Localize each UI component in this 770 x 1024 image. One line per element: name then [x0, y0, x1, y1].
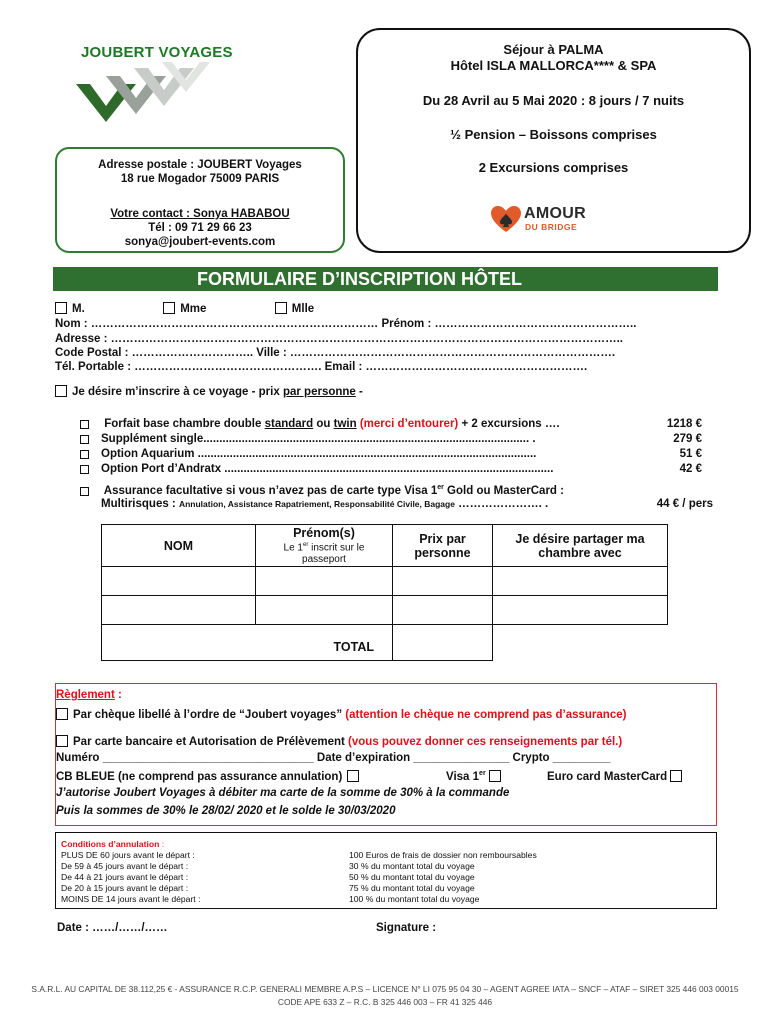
legal-footer	[0, 983, 770, 1009]
option-andratx: Option Port d’Andratx .......................................................................................................	[80, 463, 553, 475]
form-title: FORMULAIRE D’INSCRIPTION HÔTEL	[53, 267, 718, 291]
table-row	[102, 596, 668, 625]
footer-line1: S.A.R.L. AU CAPITAL DE 38.112,25 € - ASSURANCE R.C.P. GENERALI MEMBRE A.P.S – LICENCE N° LI 075 95 04 30 – AGENT AGREE IATA – SNCF – ATAF – SIRET 325 446 003 00015	[31, 984, 739, 994]
amour-text: AMOUR	[524, 205, 586, 222]
list-item: MOINS DE 14 jours avant le départ :	[61, 894, 201, 904]
contact-name: Votre contact : Sonya HABABOU	[110, 208, 290, 220]
amour-du-bridge-logo	[491, 204, 621, 236]
table-row	[102, 567, 668, 596]
trip-info-box	[356, 28, 751, 253]
insurance-price: 44 € / pers	[656, 498, 713, 510]
pay-card-option: Par carte bancaire et Autorisation de Prélèvement (vous pouvez donner ces renseignements par tél.)	[56, 735, 622, 748]
aquarium-checkbox[interactable]	[80, 450, 89, 459]
table-total-row	[102, 625, 668, 661]
trip-board: ½ Pension – Boissons comprises	[450, 127, 657, 142]
payment-schedule-text: Puis la sommes de 30% le 28/02/ 2020 et le solde le 30/03/2020	[56, 805, 396, 817]
postal-address-line2: 18 rue Mogador 75009 PARIS	[120, 173, 280, 185]
signature-field[interactable]: Signature :	[376, 922, 437, 934]
col-nom: NOM	[102, 525, 256, 567]
civility-row	[55, 302, 314, 315]
trip-dates: Du 28 Avril au 5 Mai 2020 : 8 jours / 7 nuits	[422, 93, 685, 108]
code-postal-field[interactable]: Code Postal : ………………………….. Ville : ………………………………………………………………………….	[55, 347, 616, 359]
civility-m-label: M.	[72, 303, 85, 315]
eurocard-checkbox[interactable]	[670, 770, 682, 782]
list-item: De 44 à 21 jours avant le départ :	[61, 872, 189, 882]
col-prenom: Prénom(s) Le 1er inscrit sur le passeport	[256, 525, 393, 567]
footer-line2: CODE APE 633 Z – R.C. B 325 446 003 – FR 41 325 446	[277, 997, 493, 1007]
conditions-right-column	[349, 850, 537, 905]
postal-address-line1: Adresse postale : JOUBERT Voyages	[98, 159, 302, 171]
insurance-checkbox[interactable]	[80, 487, 89, 496]
heart-spade-icon	[491, 206, 521, 234]
nom-field[interactable]: Nom : ………………………………………………………………… Prénom : ……………………………………………..	[55, 318, 637, 330]
col-prix: Prix par personne	[393, 525, 493, 567]
list-item: 75 % du montant total du voyage	[349, 883, 475, 893]
telephone-email-field[interactable]: Tél. Portable : …………………………………………. Email : ………………………………………………….	[55, 361, 588, 373]
checkbox-mme[interactable]	[163, 302, 175, 314]
du-bridge-text: DU BRIDGE	[525, 222, 578, 232]
civility-mme-label: Mme	[180, 303, 207, 315]
single-price: 279 €	[673, 433, 702, 445]
single-checkbox[interactable]	[80, 435, 89, 444]
col-partage: Je désire partager ma chambre avec	[493, 525, 668, 567]
contact-email[interactable]: sonya@joubert-events.com	[124, 236, 276, 248]
total-value[interactable]	[393, 625, 493, 661]
contact-phone: Tél : 09 71 29 66 23	[148, 222, 252, 234]
total-label: TOTAL	[102, 625, 393, 661]
card-number-field[interactable]: Numéro _________________________________ Date d’expiration _______________ Crypto _________	[56, 752, 611, 764]
option-aquarium: Option Aquarium ..........................................................................................................	[80, 448, 536, 460]
aquarium-price: 51 €	[679, 448, 702, 460]
date-field[interactable]: Date : ……/……/……	[57, 922, 168, 934]
trip-hotel: Hôtel ISLA MALLORCA**** & SPA	[450, 58, 657, 73]
andratx-checkbox[interactable]	[80, 465, 89, 474]
option-insurance: Assurance facultative si vous n’avez pas de carte type Visa 1er Gold ou MasterCard :	[80, 484, 564, 497]
trip-excursions: 2 Excursions comprises	[478, 160, 629, 175]
visa-checkbox[interactable]	[489, 770, 501, 782]
table-header-row	[102, 525, 668, 567]
participants-table	[101, 524, 668, 661]
joubert-logo	[76, 44, 276, 124]
card-type-row: CB BLEUE (ne comprend pas assurance annulation) Visa 1er Euro card MasterCard	[56, 770, 716, 783]
list-item: De 20 à 15 jours avant le départ :	[61, 883, 189, 893]
pay-cheque-option: Par chèque libellé à l’ordre de “Joubert voyages” (attention le chèque ne comprend pas d’assurance)	[56, 708, 626, 721]
forfait-price: 1218 €	[666, 418, 702, 430]
cancellation-conditions-box	[55, 832, 717, 909]
logo-brand-text: JOUBERT VOYAGES	[81, 44, 233, 61]
civility-mlle-label: Mlle	[291, 303, 315, 315]
cb-bleue-checkbox[interactable]	[347, 770, 359, 782]
checkbox-m[interactable]	[55, 302, 67, 314]
conditions-left-column: Conditions d’annulation : PLUS DE 60 jours avant le départ : De 59 à 45 jours avant le départ : De 44 à 21 jours avant le départ : De 20 à 15 jours avant le départ : MOINS DE 14 jours avant le départ :	[61, 839, 201, 904]
adresse-field[interactable]: Adresse : ……………………………………………………………………………………………………………………..	[55, 333, 623, 345]
list-item: PLUS DE 60 jours avant le départ :	[61, 850, 195, 860]
option-single: Supplément single...................................................................................................... .	[80, 433, 536, 445]
list-item: 30 % du montant total du voyage	[349, 861, 475, 871]
list-item: De 59 à 45 jours avant le départ :	[61, 861, 189, 871]
register-line: Je désire m’inscrire à ce voyage - prix par personne -	[55, 385, 363, 398]
list-item: 50 % du montant total du voyage	[349, 872, 475, 882]
payment-title: Règlement :	[56, 689, 122, 701]
register-checkbox[interactable]	[55, 385, 67, 397]
andratx-price: 42 €	[679, 463, 702, 475]
trip-destination: Séjour à PALMA	[503, 42, 604, 57]
list-item: 100 % du montant total du voyage	[349, 894, 480, 904]
list-item: 100 Euros de frais de dossier non remboursables	[349, 850, 537, 860]
option-forfait: Forfait base chambre double standard ou twin (merci d’entourer) + 2 excursions ….	[80, 418, 560, 430]
logo-chevrons-icon	[76, 62, 276, 124]
forfait-checkbox[interactable]	[80, 420, 89, 429]
multirisques-line: Multirisques : Annulation, Assistance Rapatriement, Responsabilité Civile, Bagage …………………. .	[101, 498, 549, 510]
payment-box	[55, 683, 717, 826]
checkbox-mlle[interactable]	[275, 302, 287, 314]
authorisation-text: J’autorise Joubert Voyages à débiter ma carte de la somme de 30% à la commande	[56, 787, 510, 799]
address-box	[55, 147, 345, 253]
cheque-checkbox[interactable]	[56, 708, 68, 720]
card-checkbox[interactable]	[56, 735, 68, 747]
